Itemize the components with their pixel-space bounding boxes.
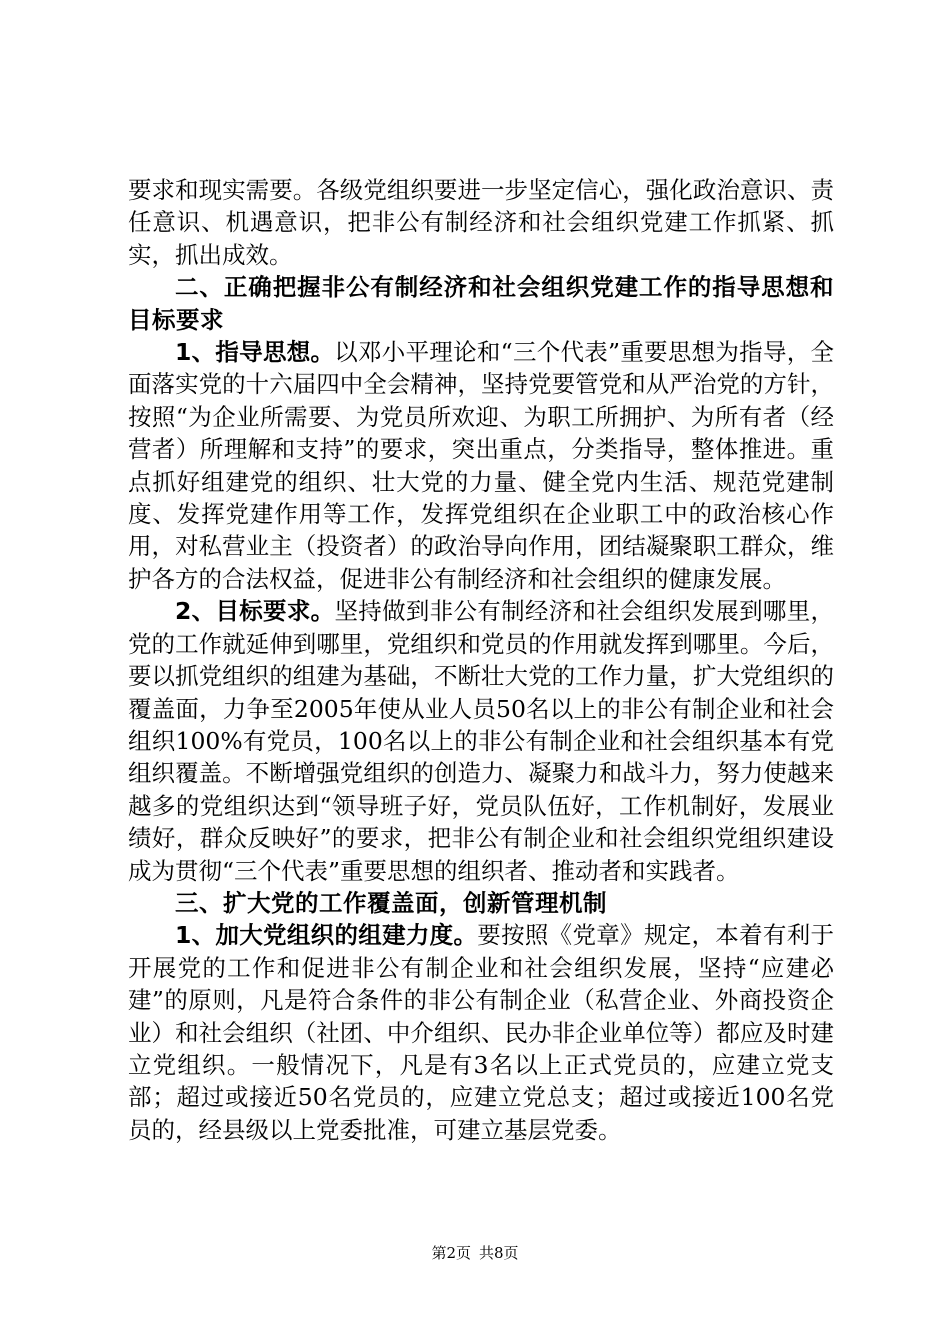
heading-text: 二、正确把握非公有制经济和社会组织党建工作的指导思想和目标要求 (128, 273, 834, 334)
paragraph-text: 以邓小平理论和“三个代表”重要思想为指导，全面落实党的十六届四中全会精神，坚持党要管党和从严治党的方针，按照“为企业所需要、为党员所欢迎、为职工所拥护、为所有者（经营者）所理解和支持”的要求，突出重点，分类指导，整体推进。重点抓好组建党的组织、壮大党的力量、健全党内生活、规范党建制度、发挥党建作用等工作，发挥党组织在企业职工中的政治核心作用，对私营业主（投资者）的政治导向作用，团结凝聚职工群众，维护各方的合法权益，促进非公有制经济和社会组织的健康发展。 (128, 338, 834, 593)
section-heading-2 (128, 271, 834, 336)
document-body (128, 174, 834, 1146)
page-total: 共8页 (479, 1244, 519, 1262)
paragraph-guiding-ideology (128, 336, 834, 595)
paragraph-lead: 2、目标要求。 (175, 597, 335, 626)
page-number: 第2页 (431, 1244, 471, 1262)
heading-text: 三、扩大党的工作覆盖面，创新管理机制 (175, 888, 607, 917)
paragraph-lead: 1、指导思想。 (175, 338, 335, 367)
paragraph-lead: 1、加大党组织的组建力度。 (175, 921, 478, 950)
paragraph-text: 坚持做到非公有制经济和社会组织发展到哪里，党的工作就延伸到哪里，党组织和党员的作用就发挥到哪里。今后，要以抓党组织的组建为基础，不断壮大党的工作力量，扩大党组织的覆盖面，力争至2005年使从业人员50名以上的非公有制企业和社会组织100%有党员，100名以上的非公有制企业和社会组织基本有党组织覆盖。不断增强党组织的创造力、凝聚力和战斗力，努力使越来越多的党组织达到“领导班子好，党员队伍好，工作机制好，发展业绩好，群众反映好”的要求，把非公有制企业和社会组织党组织建设成为贯彻“三个代表”重要思想的组织者、推动者和实践者。 (128, 597, 834, 885)
page-footer (0, 1243, 950, 1263)
paragraph-text: 要求和现实需要。各级党组织要进一步坚定信心，强化政治意识、责任意识、机遇意识，把非公有制经济和社会组织党建工作抓紧、抓实，抓出成效。 (128, 176, 834, 269)
paragraph-organization-building (128, 919, 834, 1146)
paragraph-continuation (128, 174, 834, 271)
section-heading-3 (128, 887, 834, 919)
paragraph-target-requirements (128, 595, 834, 887)
paragraph-text: 要按照《党章》规定，本着有利于开展党的工作和促进非公有制企业和社会组织发展，坚持“应建必建”的原则，凡是符合条件的非公有制企业（私营企业、外商投资企业）和社会组织（社团、中介组织、民办非企业单位等）都应及时建立党组织。一般情况下，凡是有3名以上正式党员的，应建立党支部；超过或接近50名党员的，应建立党总支；超过或接近100名党员的，经县级以上党委批准，可建立基层党委。 (128, 921, 835, 1144)
